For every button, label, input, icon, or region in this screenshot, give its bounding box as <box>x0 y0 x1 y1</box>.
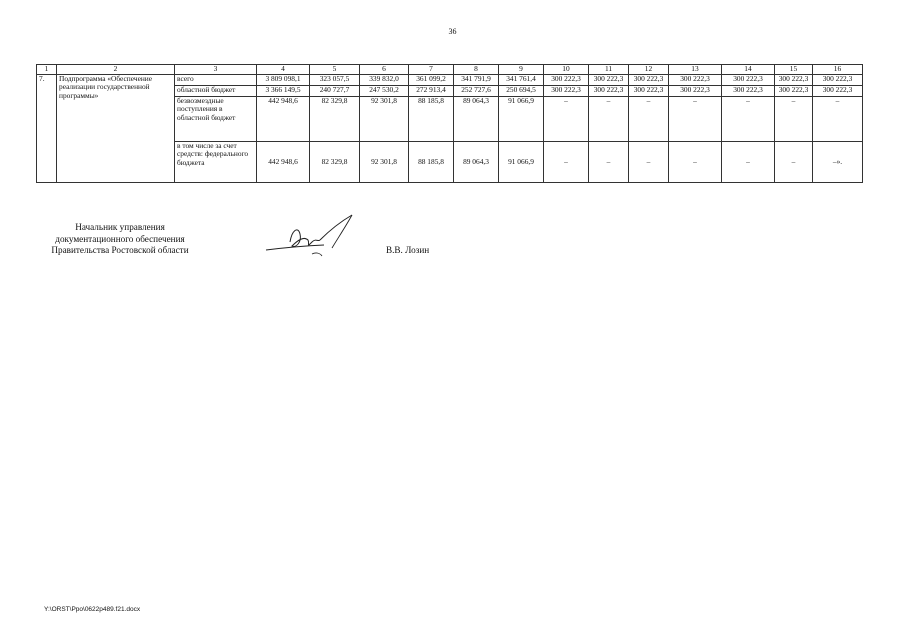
table-cell: 89 064,3 <box>454 97 499 142</box>
handwritten-signature <box>262 212 362 262</box>
row-number: 7. <box>37 75 57 183</box>
table-cell: 91 066,9 <box>499 97 544 142</box>
table-cell: 300 222,3 <box>544 75 589 86</box>
table-cell: 88 185,8 <box>409 142 454 183</box>
table-cell: 300 222,3 <box>544 86 589 97</box>
table-cell: – <box>775 97 813 142</box>
table-row <box>37 75 863 86</box>
table-cell: 442 948,6 <box>257 97 310 142</box>
table-cell: 341 791,9 <box>454 75 499 86</box>
column-header: 6 <box>360 65 409 75</box>
program-name: Подпрограмма «Обеспечение реализации государственной программы» <box>57 75 175 183</box>
signatory-title-line: Начальник управления <box>75 222 165 232</box>
table-cell: 442 948,6 <box>257 142 310 183</box>
table-cell: – <box>629 97 669 142</box>
column-header: 4 <box>257 65 310 75</box>
table-cell: 339 832,0 <box>360 75 409 86</box>
table-cell: – <box>669 97 722 142</box>
column-header: 8 <box>454 65 499 75</box>
table-cell: 300 222,3 <box>722 75 775 86</box>
table-cell: 250 694,5 <box>499 86 544 97</box>
page-number: 36 <box>448 27 457 36</box>
table-cell: 89 064,3 <box>454 142 499 183</box>
table-cell: –». <box>813 142 863 183</box>
column-header: 13 <box>669 65 722 75</box>
column-header: 16 <box>813 65 863 75</box>
table-cell: 300 222,3 <box>589 75 629 86</box>
table-cell: 300 222,3 <box>669 75 722 86</box>
table-cell: 88 185,8 <box>409 97 454 142</box>
table-cell: 300 222,3 <box>813 86 863 97</box>
table-cell: – <box>629 142 669 183</box>
table-cell: 300 222,3 <box>775 75 813 86</box>
signatory-title-line: Правительства Ростовской области <box>51 245 189 255</box>
table-cell: 92 301,8 <box>360 142 409 183</box>
table-cell: 82 329,8 <box>310 97 360 142</box>
budget-table <box>36 64 863 183</box>
table-cell: 247 530,2 <box>360 86 409 97</box>
table-cell: – <box>589 97 629 142</box>
table-cell: 82 329,8 <box>310 142 360 183</box>
file-path-footer: Y:\ORST\Ppo\0622p489.f21.docx <box>44 606 141 613</box>
table-cell: – <box>813 97 863 142</box>
table-cell: – <box>589 142 629 183</box>
table-cell: 3 809 098,1 <box>257 75 310 86</box>
table-cell: 300 222,3 <box>813 75 863 86</box>
table-cell: 341 761,4 <box>499 75 544 86</box>
table-cell: 300 222,3 <box>589 86 629 97</box>
table-cell: 300 222,3 <box>629 75 669 86</box>
column-header: 12 <box>629 65 669 75</box>
column-header: 1 <box>37 65 57 75</box>
table-cell: 240 727,7 <box>310 86 360 97</box>
table-cell: 91 066,9 <box>499 142 544 183</box>
table-cell: – <box>544 97 589 142</box>
column-header: 3 <box>175 65 257 75</box>
signatory-title <box>36 222 204 257</box>
column-number-row <box>37 65 863 75</box>
table-cell: – <box>722 142 775 183</box>
table-cell: 361 099,2 <box>409 75 454 86</box>
table-cell: 92 301,8 <box>360 97 409 142</box>
table-cell: – <box>544 142 589 183</box>
funding-source: в том числе за счет средств: федерального бюджета <box>175 142 257 183</box>
funding-source: безвозмездные поступления в областной бюджет <box>175 97 257 142</box>
funding-source: всего <box>175 75 257 86</box>
table-cell: 323 057,5 <box>310 75 360 86</box>
table-cell: 3 366 149,5 <box>257 86 310 97</box>
column-header: 9 <box>499 65 544 75</box>
table-cell: 300 222,3 <box>669 86 722 97</box>
column-header: 2 <box>57 65 175 75</box>
funding-source: областной бюджет <box>175 86 257 97</box>
table-cell: – <box>775 142 813 183</box>
table-cell: 252 727,6 <box>454 86 499 97</box>
table-cell: 300 222,3 <box>629 86 669 97</box>
signer-name: В.В. Лозин <box>386 245 430 255</box>
table-cell: 300 222,3 <box>775 86 813 97</box>
column-header: 10 <box>544 65 589 75</box>
column-header: 11 <box>589 65 629 75</box>
signatory-title-line: документационного обеспечения <box>55 233 185 244</box>
table-cell: – <box>669 142 722 183</box>
column-header: 5 <box>310 65 360 75</box>
column-header: 14 <box>722 65 775 75</box>
table-cell: 300 222,3 <box>722 86 775 97</box>
table-cell: 272 913,4 <box>409 86 454 97</box>
table-cell: – <box>722 97 775 142</box>
column-header: 15 <box>775 65 813 75</box>
column-header: 7 <box>409 65 454 75</box>
